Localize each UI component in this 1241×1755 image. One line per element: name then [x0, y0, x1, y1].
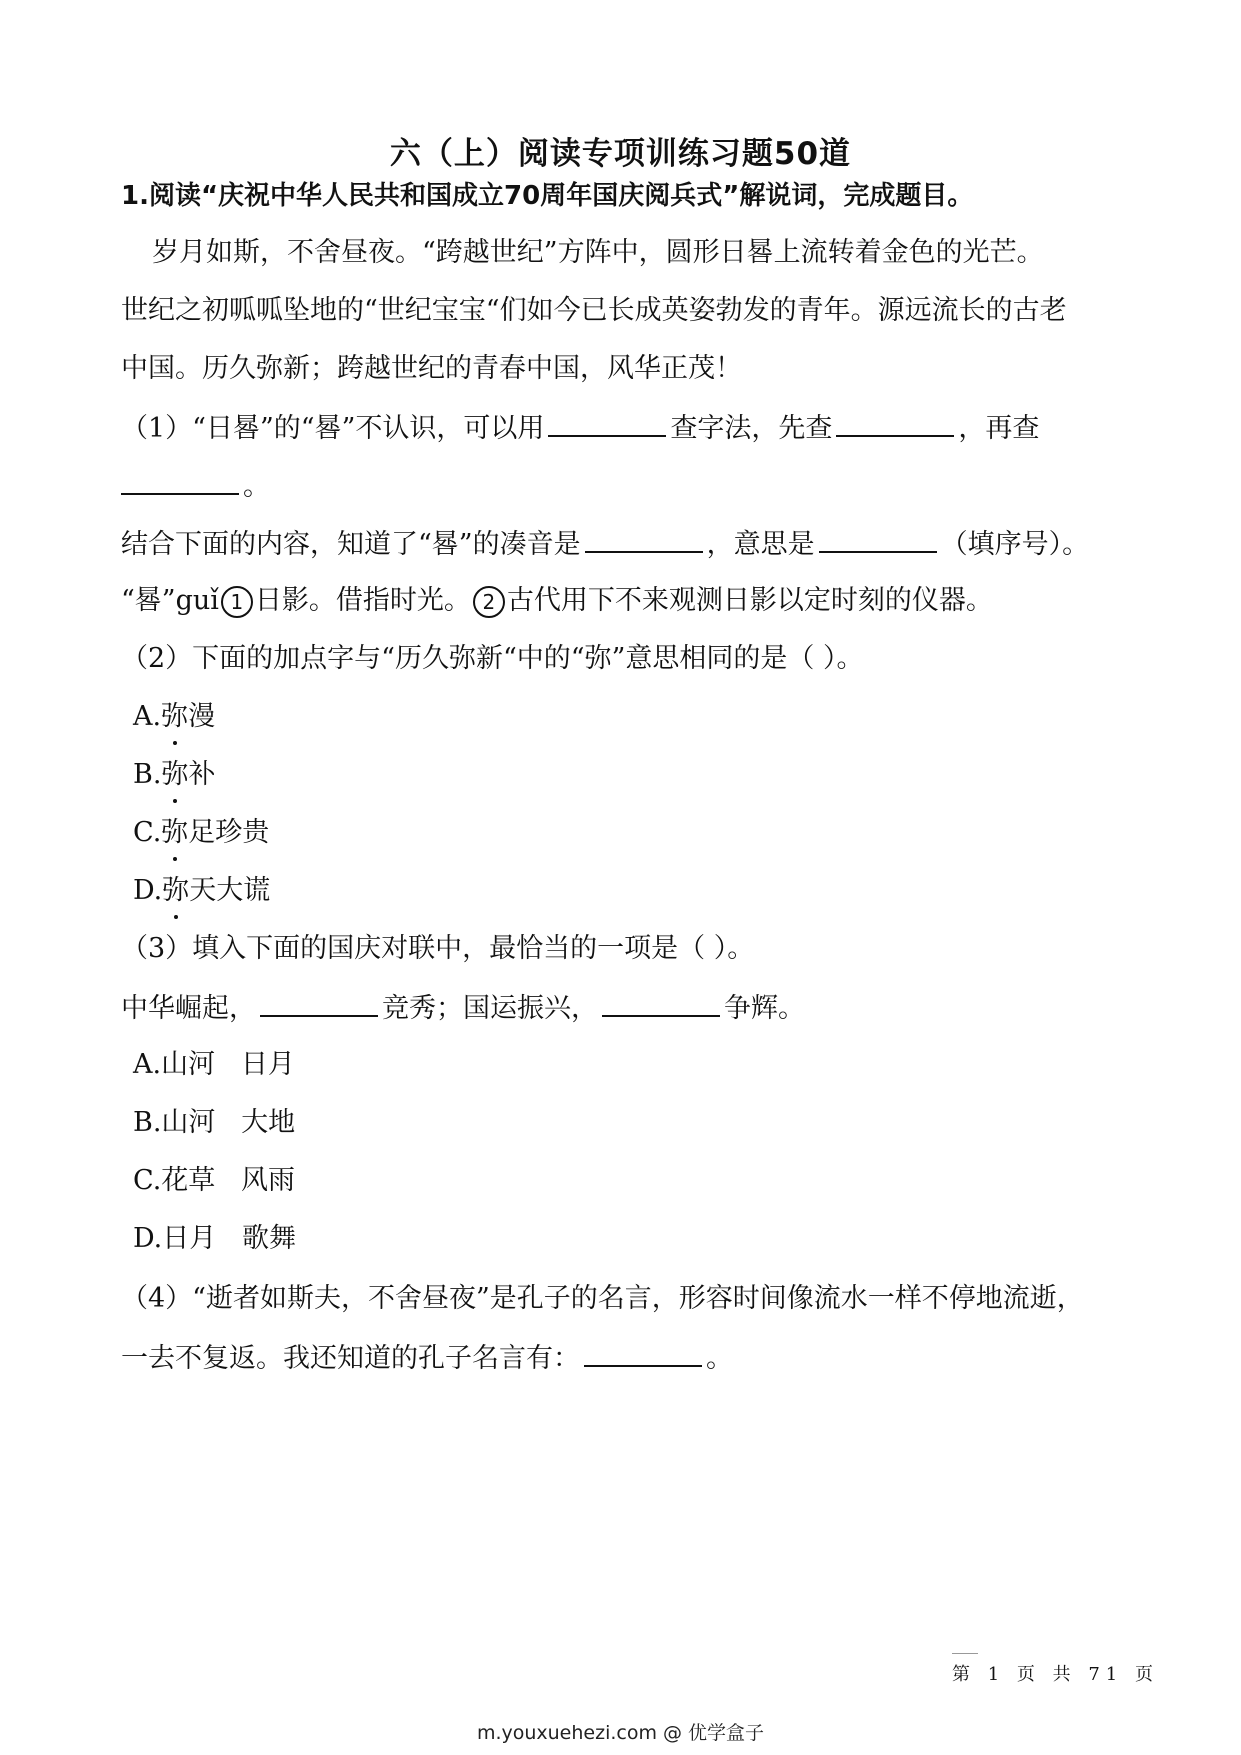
- passage-line-1: 岁月如斯，不舍昼夜。“跨越世纪”方阵中，圆形日晷上流转着金色的光芒。: [152, 237, 1044, 268]
- option-b[interactable]: B.山河 大地: [133, 1107, 296, 1138]
- answer-blank[interactable]: [602, 987, 720, 1017]
- dotted-char: 弥: [161, 755, 188, 795]
- text: （填序号）。: [940, 529, 1090, 560]
- answer-blank[interactable]: [584, 1337, 702, 1367]
- sub-question-1-line-2: [121, 465, 270, 507]
- footer-divider: [952, 1653, 978, 1654]
- sub-question-2: （2）下面的加点字与“历久弥新“中的“弥”意思相同的是（ ）。: [121, 643, 864, 674]
- sub-question-1-line-3: [121, 523, 1089, 565]
- dotted-char: 弥: [162, 871, 189, 911]
- option-b[interactable]: B.弥补: [133, 755, 215, 795]
- text: 日影。借指时光。: [254, 585, 471, 616]
- question-heading: 1.阅读“庆祝中华人民共和国成立70周年国庆阅兵式”解说词，完成题目。: [121, 181, 974, 211]
- text: 。: [243, 471, 270, 502]
- text: 结合下面的内容，知道了“晷”的凑音是: [121, 529, 581, 560]
- option-d[interactable]: D.日月 歌舞: [133, 1223, 297, 1254]
- option-d[interactable]: D.弥天大谎: [133, 871, 270, 911]
- dotted-char: 弥: [161, 697, 188, 737]
- circled-number-1: 1: [221, 586, 253, 618]
- sub-question-3: （3）填入下面的国庆对联中，最恰当的一项是（ ）。: [121, 933, 755, 964]
- answer-blank[interactable]: [819, 523, 937, 553]
- passage-line-2: 世纪之初呱呱坠地的“世纪宝宝“们如今已长成英姿勃发的青年。源远流长的古老: [121, 295, 1067, 326]
- answer-blank[interactable]: [585, 523, 703, 553]
- passage-line-3: 中国。历久弥新；跨越世纪的青春中国，风华正茂！: [121, 353, 742, 384]
- sub-question-4-line-2: 一去不复返。我还知道的孔子名言有： 。: [121, 1337, 733, 1379]
- answer-blank[interactable]: [260, 987, 378, 1017]
- answer-blank[interactable]: [121, 465, 239, 495]
- dotted-char: 弥: [161, 813, 188, 853]
- text: ，再查: [958, 413, 1040, 444]
- text: 查字法，先查: [670, 413, 833, 444]
- page-number: 第 1 页 共 71 页: [952, 1664, 1159, 1685]
- couplet-line: 中华崛起， 竞秀；国运振兴， 争辉。: [121, 987, 805, 1029]
- text: “晷”guǐ: [121, 585, 219, 616]
- text: 古代用下不来观测日影以定时刻的仪器。: [506, 585, 993, 616]
- answer-blank[interactable]: [548, 407, 666, 437]
- sub-question-1-line-4: [121, 581, 993, 621]
- watermark: m.youxuehezi.com @ 优学盒子: [476, 1722, 765, 1744]
- option-a[interactable]: A.弥漫: [133, 697, 215, 737]
- option-c[interactable]: C.花草 风雨: [133, 1165, 296, 1196]
- option-c[interactable]: C.弥足珍贵: [133, 813, 269, 853]
- text: （1）“日晷”的“晷”不认识，可以用: [121, 413, 545, 444]
- page-title: 六（上）阅读专项训练习题50道: [389, 136, 852, 172]
- answer-blank[interactable]: [836, 407, 954, 437]
- option-a[interactable]: A.山河 日月: [133, 1049, 295, 1080]
- circled-number-2: 2: [473, 586, 505, 618]
- sub-question-1-line-1: [121, 407, 1039, 449]
- sub-question-4-line-1: （4）“逝者如斯夫，不舍昼夜”是孔子的名言，形容时间像流水一样不停地流逝，: [121, 1283, 1084, 1314]
- text: ，意思是: [706, 529, 815, 560]
